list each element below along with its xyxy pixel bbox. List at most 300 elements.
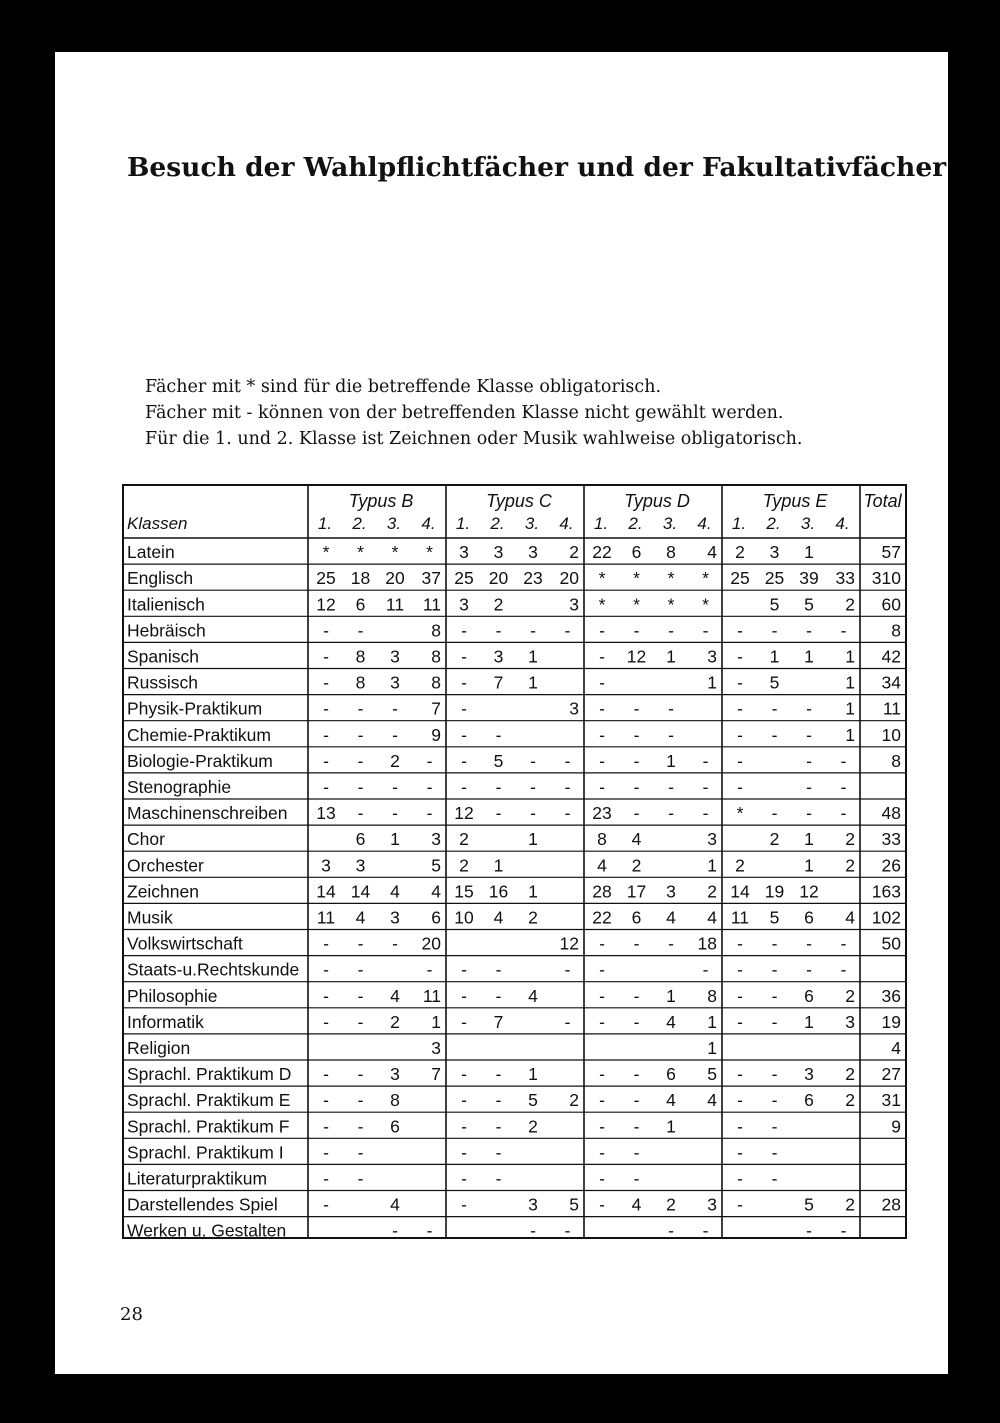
cell-value: 4 xyxy=(528,985,538,1006)
cell-value: - xyxy=(323,985,329,1006)
cell-value: - xyxy=(737,620,743,641)
cell-value: - xyxy=(323,1064,329,1085)
row-label: Stenographie xyxy=(127,777,232,797)
cell-value: - xyxy=(771,620,778,641)
cell-value: 2 xyxy=(528,907,538,928)
cell-value: 1 xyxy=(528,646,538,667)
row-total: 50 xyxy=(881,933,901,954)
cell-value: 1 xyxy=(845,672,855,693)
cell-value: 3 xyxy=(845,1011,855,1032)
cell-value: - xyxy=(599,959,605,980)
cell-value: - xyxy=(392,698,398,719)
cell-value: 1 xyxy=(804,542,814,563)
cell-value: - xyxy=(357,1168,364,1189)
cell-value: - xyxy=(599,646,605,667)
cell-value: - xyxy=(737,1116,743,1137)
cell-value: - xyxy=(737,1090,743,1111)
row-label: Sprachl. Praktikum E xyxy=(127,1090,291,1111)
cell-value: * xyxy=(633,594,640,615)
row-total: 34 xyxy=(881,672,901,693)
row-label: Literaturpraktikum xyxy=(127,1168,268,1189)
cell-value: - xyxy=(599,724,605,745)
cell-value: - xyxy=(702,750,709,771)
cell-value: - xyxy=(392,933,398,954)
cell-value: - xyxy=(530,803,536,824)
cell-value: 39 xyxy=(799,568,819,589)
cell-value: 6 xyxy=(804,907,814,928)
cell-value: - xyxy=(668,803,674,824)
cell-value: - xyxy=(633,1116,640,1137)
cell-value: - xyxy=(461,750,467,771)
row-label: Maschinenschreiben xyxy=(127,803,288,824)
cell-value: - xyxy=(771,724,778,745)
cell-value: - xyxy=(771,1116,778,1137)
cell-value: 3 xyxy=(390,907,400,928)
row-label: Staats-u.Rechtskunde xyxy=(127,959,300,980)
cell-value: - xyxy=(426,777,433,797)
cell-value: - xyxy=(599,672,605,693)
cell-value: 5 xyxy=(528,1090,538,1111)
cell-value: * xyxy=(667,568,675,589)
cell-value: 10 xyxy=(454,907,474,928)
cell-value: 11 xyxy=(316,907,336,928)
sub-header: 2. xyxy=(628,514,643,533)
cell-value: 2 xyxy=(390,750,400,771)
cell-value: - xyxy=(737,724,743,745)
cell-value: - xyxy=(840,1220,847,1237)
cell-value: - xyxy=(633,985,640,1006)
cell-value: - xyxy=(840,933,847,954)
cell-value: - xyxy=(840,803,847,824)
row-label: Darstellendes Spiel xyxy=(127,1194,278,1215)
cell-value: - xyxy=(461,672,467,693)
cell-value: - xyxy=(323,1194,329,1215)
cell-value: 8 xyxy=(597,829,607,850)
total-header: Total xyxy=(863,491,902,511)
cell-value: 3 xyxy=(390,1064,400,1085)
cell-value: 12 xyxy=(626,646,647,667)
sub-header: 2. xyxy=(352,514,367,533)
cell-value: 1 xyxy=(707,1038,717,1058)
cell-value: - xyxy=(530,1220,536,1237)
row-label: Latein xyxy=(127,542,175,563)
cell-value: - xyxy=(461,1011,467,1032)
cell-value: - xyxy=(461,1116,467,1137)
cell-value: 2 xyxy=(845,1064,855,1085)
cell-value: - xyxy=(323,724,329,745)
cell-value: - xyxy=(806,777,812,797)
row-label: Sprachl. Praktikum I xyxy=(127,1142,284,1163)
cell-value: - xyxy=(840,750,847,771)
cell-value: 5 xyxy=(769,594,780,615)
cell-value: 20 xyxy=(385,568,405,589)
cell-value: - xyxy=(461,1064,467,1085)
cell-value: - xyxy=(357,1064,364,1085)
cell-value: * xyxy=(702,594,709,615)
cell-value: 6 xyxy=(804,1090,814,1111)
cell-value: - xyxy=(702,803,709,824)
cell-value: 6 xyxy=(355,829,366,850)
cell-value: - xyxy=(771,985,778,1006)
cell-value: - xyxy=(495,1142,502,1163)
row-total: 57 xyxy=(881,542,901,563)
cell-value: 25 xyxy=(454,568,474,589)
cell-value: - xyxy=(599,1194,605,1215)
cell-value: 4 xyxy=(666,1090,676,1111)
cell-value: - xyxy=(564,959,571,980)
cell-value: 17 xyxy=(626,881,647,902)
group-header: Typus B xyxy=(348,491,414,511)
cell-value: - xyxy=(530,777,536,797)
cell-value: 4 xyxy=(666,907,676,928)
cell-value: 2 xyxy=(666,1194,676,1215)
cell-value: - xyxy=(323,1142,329,1163)
row-label: Werken u. Gestalten xyxy=(127,1220,287,1237)
cell-value: 2 xyxy=(459,855,469,876)
row-total: 8 xyxy=(891,750,901,771)
row-label: Philosophie xyxy=(127,985,218,1006)
cell-value: 4 xyxy=(355,907,366,928)
cell-value: 7 xyxy=(493,1011,504,1032)
cell-value: - xyxy=(564,1011,571,1032)
cell-value: 33 xyxy=(835,568,855,589)
row-label: Spanisch xyxy=(127,646,199,667)
group-header: Typus C xyxy=(486,491,552,511)
cell-value: * xyxy=(702,568,709,589)
cell-value: - xyxy=(530,750,536,771)
cell-value: 20 xyxy=(421,933,441,954)
cell-value: 1 xyxy=(804,829,814,850)
row-total: 60 xyxy=(881,594,901,615)
cell-value: * xyxy=(426,542,433,563)
cell-value: 3 xyxy=(355,855,366,876)
cell-value: - xyxy=(357,777,364,797)
cell-value: 2 xyxy=(845,1194,855,1215)
cell-value: 3 xyxy=(707,1194,717,1215)
cell-value: - xyxy=(737,959,743,980)
cell-value: - xyxy=(806,1220,812,1237)
cell-value: - xyxy=(633,1064,640,1085)
cell-value: - xyxy=(323,1090,329,1111)
cell-value: - xyxy=(633,724,640,745)
cell-value: - xyxy=(633,620,640,641)
cell-value: - xyxy=(771,698,778,719)
cell-value: 4 xyxy=(707,542,717,563)
row-total: 10 xyxy=(881,724,901,745)
cell-value: 1 xyxy=(528,881,538,902)
cell-value: - xyxy=(461,646,467,667)
cell-value: 2 xyxy=(735,855,745,876)
cell-value: - xyxy=(564,803,571,824)
cell-value: - xyxy=(737,672,743,693)
cell-value: - xyxy=(426,803,433,824)
sub-header: 3. xyxy=(800,514,816,533)
sub-header: 4. xyxy=(421,514,436,533)
cell-value: - xyxy=(599,1168,605,1189)
cell-value: - xyxy=(323,646,329,667)
cell-value: 2 xyxy=(735,542,745,563)
row-total: 19 xyxy=(881,1011,901,1032)
cell-value: 1 xyxy=(528,1064,538,1085)
cell-value: 4 xyxy=(431,881,441,902)
sub-header: 1. xyxy=(731,514,747,533)
cell-value: 6 xyxy=(390,1116,400,1137)
cell-value: * xyxy=(667,594,675,615)
cell-value: - xyxy=(633,777,640,797)
row-label: Orchester xyxy=(127,855,204,876)
cell-value: 1 xyxy=(528,672,538,693)
cell-value: 14 xyxy=(316,881,336,902)
cell-value: 18 xyxy=(350,568,371,589)
cell-value: 16 xyxy=(488,881,509,902)
cell-value: 11 xyxy=(422,594,441,615)
cell-value: - xyxy=(737,750,743,771)
row-label: Russisch xyxy=(127,672,198,693)
cell-value: - xyxy=(840,620,847,641)
cell-value: - xyxy=(599,985,605,1006)
cell-value: 23 xyxy=(592,803,612,824)
row-total: 8 xyxy=(891,620,901,641)
cell-value: 9 xyxy=(431,724,441,745)
cell-value: 1 xyxy=(769,646,780,667)
row-label: Englisch xyxy=(127,568,194,589)
cell-value: 4 xyxy=(707,1090,717,1111)
cell-value: - xyxy=(564,777,571,797)
cell-value: 1 xyxy=(666,985,676,1006)
cell-value: 12 xyxy=(559,933,579,954)
cell-value: 3 xyxy=(459,594,469,615)
cell-value: - xyxy=(806,803,812,824)
cell-value: * xyxy=(391,542,399,563)
cell-value: - xyxy=(323,1011,329,1032)
cell-value: - xyxy=(495,803,502,824)
cell-value: 18 xyxy=(697,933,717,954)
row-total: 102 xyxy=(871,907,901,928)
cell-value: - xyxy=(668,620,674,641)
cell-value: - xyxy=(461,1194,467,1215)
cell-value: 2 xyxy=(845,829,855,850)
cell-value: 4 xyxy=(845,907,855,928)
cell-value: - xyxy=(323,777,329,797)
row-label: Musik xyxy=(127,907,173,928)
cell-value: - xyxy=(495,1116,502,1137)
sub-header: 4. xyxy=(835,514,850,533)
row-total: 11 xyxy=(882,698,901,719)
cell-value: - xyxy=(357,698,364,719)
cell-value: 1 xyxy=(804,646,814,667)
cell-value: - xyxy=(495,985,502,1006)
cell-value: - xyxy=(323,959,329,980)
class-header: Klassen xyxy=(127,514,188,533)
cell-value: 2 xyxy=(845,985,855,1006)
cell-value: 5 xyxy=(769,672,780,693)
row-label: Physik-Praktikum xyxy=(127,698,263,719)
cell-value: - xyxy=(357,933,364,954)
row-total: 9 xyxy=(891,1116,901,1137)
cell-value: 22 xyxy=(592,907,612,928)
table-grid xyxy=(124,486,905,1237)
cell-value: - xyxy=(840,959,847,980)
sub-header: 2. xyxy=(490,514,505,533)
cell-value: 3 xyxy=(459,542,469,563)
cell-value: 4 xyxy=(493,907,504,928)
cell-value: 4 xyxy=(597,855,607,876)
cell-value: 5 xyxy=(804,594,814,615)
cell-value: 4 xyxy=(631,1194,642,1215)
cell-value: 1 xyxy=(666,1116,676,1137)
row-total: 163 xyxy=(871,881,901,902)
cell-value: - xyxy=(806,750,812,771)
cell-value: - xyxy=(357,985,364,1006)
cell-value: - xyxy=(323,1116,329,1137)
cell-value: - xyxy=(564,620,571,641)
cell-value: 1 xyxy=(431,1011,441,1032)
cell-value: 13 xyxy=(316,803,336,824)
cell-value: - xyxy=(771,959,778,980)
cell-value: 14 xyxy=(350,881,371,902)
cell-value: 3 xyxy=(528,1194,538,1215)
cell-value: - xyxy=(737,777,743,797)
cell-value: * xyxy=(322,542,330,563)
cell-value: 8 xyxy=(390,1090,400,1111)
cell-value: 6 xyxy=(804,985,814,1006)
cell-value: 2 xyxy=(845,855,855,876)
cell-value: 3 xyxy=(666,881,676,902)
cell-value: 5 xyxy=(769,907,780,928)
cell-value: - xyxy=(633,1011,640,1032)
sub-header: 1. xyxy=(593,514,609,533)
cell-value: - xyxy=(461,1168,467,1189)
cell-value: - xyxy=(737,1142,743,1163)
cell-value: 1 xyxy=(707,1011,717,1032)
cell-value: 1 xyxy=(845,646,855,667)
cell-value: - xyxy=(461,959,467,980)
page-title: Besuch der Wahlpflichtfächer und der Fakultativfächer xyxy=(127,152,947,183)
cell-value: - xyxy=(392,803,398,824)
cell-value: - xyxy=(840,777,847,797)
cell-value: - xyxy=(771,1142,778,1163)
cell-value: - xyxy=(633,933,640,954)
cell-value: - xyxy=(599,1142,605,1163)
cell-value: 5 xyxy=(431,855,441,876)
cell-value: - xyxy=(806,620,812,641)
cell-value: 1 xyxy=(707,855,717,876)
cell-value: - xyxy=(530,620,536,641)
row-total: 48 xyxy=(881,803,901,824)
cell-value: - xyxy=(633,698,640,719)
cell-value: 1 xyxy=(666,646,676,667)
cell-value: 3 xyxy=(493,542,504,563)
cell-value: * xyxy=(736,803,744,824)
sub-header: 3. xyxy=(524,514,540,533)
note-line: Fächer mit * sind für die betreffende Klasse obligatorisch. xyxy=(145,377,662,397)
cell-value: - xyxy=(495,724,502,745)
cell-value: - xyxy=(461,777,467,797)
cell-value: 11 xyxy=(422,985,441,1006)
cell-value: 3 xyxy=(321,855,331,876)
cell-value: - xyxy=(771,803,778,824)
cell-value: 19 xyxy=(764,881,785,902)
cell-value: 2 xyxy=(631,855,642,876)
cell-value: 2 xyxy=(569,1090,579,1111)
cell-value: - xyxy=(357,1116,364,1137)
cell-value: - xyxy=(668,933,674,954)
cell-value: - xyxy=(495,1090,502,1111)
cell-value: - xyxy=(702,959,709,980)
cell-value: - xyxy=(426,1220,433,1237)
cell-value: - xyxy=(737,1011,743,1032)
row-total: 4 xyxy=(891,1038,901,1058)
cell-value: 25 xyxy=(764,568,785,589)
cell-value: - xyxy=(495,777,502,797)
cell-value: - xyxy=(737,933,743,954)
cell-value: - xyxy=(599,1011,605,1032)
cell-value: 6 xyxy=(355,594,366,615)
cell-value: 5 xyxy=(569,1194,579,1215)
page-number: 28 xyxy=(120,1304,143,1325)
cell-value: 2 xyxy=(493,594,504,615)
row-total: 310 xyxy=(871,568,901,589)
cell-value: 3 xyxy=(431,829,441,850)
cell-value: 12 xyxy=(454,803,474,824)
cell-value: 2 xyxy=(459,829,469,850)
cell-value: 3 xyxy=(431,1038,441,1058)
cell-value: 6 xyxy=(631,542,642,563)
cell-value: 5 xyxy=(707,1064,717,1085)
cell-value: - xyxy=(806,724,812,745)
cell-value: 20 xyxy=(488,568,509,589)
row-label: Hebräisch xyxy=(127,620,206,641)
cell-value: 2 xyxy=(569,542,579,563)
cell-value: 2 xyxy=(845,1090,855,1111)
cell-value: 2 xyxy=(707,881,717,902)
cell-value: - xyxy=(737,985,743,1006)
cell-value: 1 xyxy=(528,829,538,850)
cell-value: - xyxy=(771,1011,778,1032)
cell-value: - xyxy=(357,1011,364,1032)
cell-value: - xyxy=(495,620,502,641)
row-total: 33 xyxy=(881,829,901,850)
cell-value: - xyxy=(461,698,467,719)
cell-value: - xyxy=(737,646,743,667)
cell-value: * xyxy=(633,568,640,589)
row-label: Sprachl. Praktikum D xyxy=(127,1064,292,1085)
cell-value: 3 xyxy=(804,1064,814,1085)
cell-value: - xyxy=(357,1090,364,1111)
cell-value: * xyxy=(357,542,364,563)
sub-header: 3. xyxy=(662,514,678,533)
note-line: Fächer mit - können von der betreffenden Klasse nicht gewählt werden. xyxy=(145,403,784,423)
cell-value: 37 xyxy=(421,568,441,589)
row-label: Italienisch xyxy=(127,594,205,615)
cell-value: - xyxy=(702,777,709,797)
cell-value: 14 xyxy=(730,881,750,902)
cell-value: - xyxy=(564,750,571,771)
row-label: Chemie-Praktikum xyxy=(127,724,271,745)
cell-value: - xyxy=(461,620,467,641)
row-label: Sprachl. Praktikum F xyxy=(127,1116,290,1137)
cell-value: 12 xyxy=(799,881,819,902)
cell-value: - xyxy=(806,959,812,980)
row-label: Biologie-Praktikum xyxy=(127,750,273,771)
cell-value: 28 xyxy=(592,881,612,902)
cell-value: 4 xyxy=(707,907,717,928)
cell-value: - xyxy=(633,750,640,771)
cell-value: 6 xyxy=(666,1064,676,1085)
cell-value: 8 xyxy=(431,620,441,641)
cell-value: * xyxy=(598,594,606,615)
sub-header: 4. xyxy=(559,514,574,533)
